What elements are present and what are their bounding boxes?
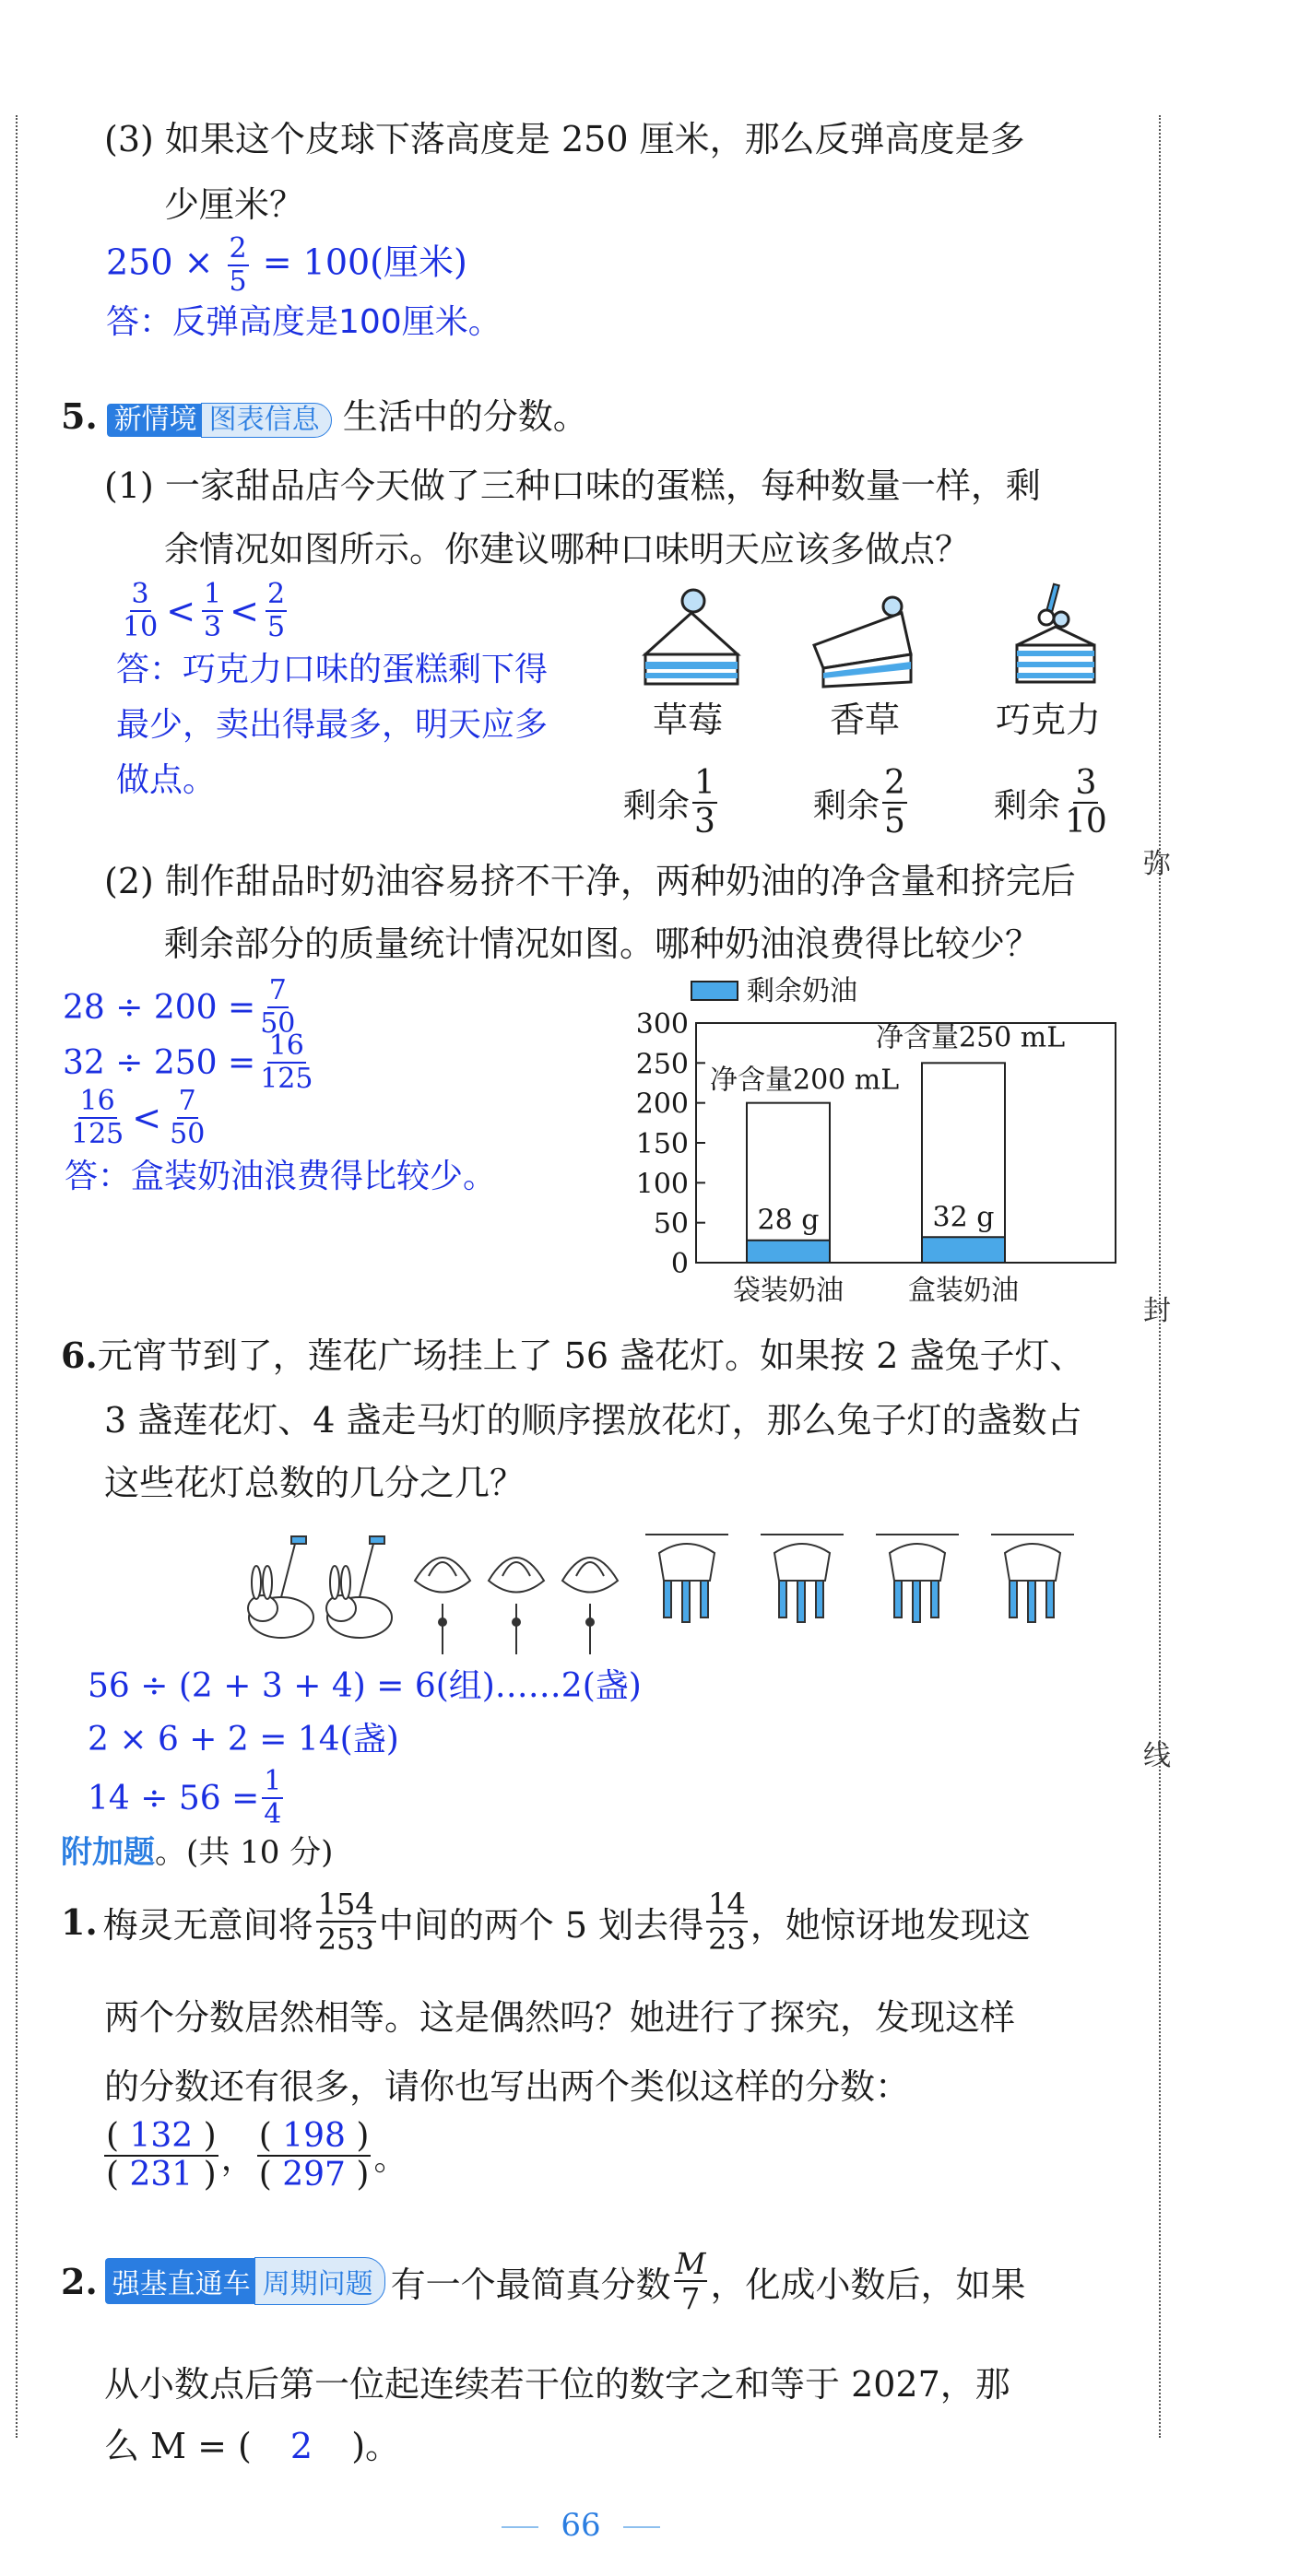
- q6-line3: 这些花灯总数的几分之几？: [104, 1463, 526, 1503]
- frac-num: 16: [79, 1085, 115, 1117]
- q5-p2-compare: [66, 1085, 209, 1150]
- answer-value: 132: [129, 2117, 194, 2155]
- frac-den: 125: [260, 1063, 313, 1095]
- page-number-text: 66: [561, 2507, 601, 2544]
- horse-lantern-icon: [991, 1535, 1074, 1622]
- e1-line3: 的分数还有很多，请你也写出两个类似这样的分数：: [104, 2066, 911, 2107]
- cake-remain-chocolate: [994, 764, 1112, 841]
- e2-text-post: )。: [351, 2426, 401, 2466]
- answer-value: 231: [129, 2156, 194, 2194]
- comma: ，: [220, 2139, 254, 2178]
- frac-num: 3: [1075, 764, 1097, 802]
- y-tick-label: 300: [635, 1008, 689, 1041]
- frac-den: 50: [260, 1007, 296, 1040]
- lotus-lantern-icon: [489, 1558, 544, 1654]
- side-char-2: 封: [1143, 1295, 1171, 1327]
- answer-line: 答：巧克力口味的蛋糕剩下得: [116, 651, 549, 688]
- side-char-1: 弥: [1143, 848, 1171, 880]
- y-tick-label: 150: [635, 1128, 689, 1160]
- cmp2-frac-1: [69, 1085, 125, 1150]
- q5-title: 生活中的分数。: [342, 396, 588, 437]
- cake-name-strawberry: 草莓: [653, 700, 724, 740]
- x-category-label: 袋装奶油: [733, 1275, 844, 1307]
- e2-text-post: ，化成小数后，如果: [710, 2264, 1026, 2305]
- lanterns-illustration: [240, 1525, 1125, 1664]
- frac-num: 16: [268, 1029, 304, 1062]
- x-category-label: 盒装奶油: [908, 1275, 1019, 1307]
- q5-p1-line1: (1) 一家甜品店今天做了三种口味的蛋糕，每种数量一样，剩: [104, 465, 1041, 506]
- horse-lantern-icon: [761, 1535, 844, 1622]
- lotus-lantern-icon: [415, 1558, 470, 1654]
- q6-work-2: 2 × 6 + 2 = 14(盏): [88, 1721, 399, 1759]
- bar-remain: [747, 1241, 830, 1263]
- total-data-label: 净含量250 mL: [876, 1021, 1066, 1054]
- e1-answer-fraction-1: [104, 2117, 218, 2194]
- q6-line2: 3 盏莲花灯、4 盏走马灯的顺序摆放花灯，那么兔子灯的盏数占: [104, 1400, 1082, 1441]
- frac-den: 7: [680, 2281, 701, 2316]
- q5-p1-line2: 余情况如图所示。你建议哪种口味明天应该多做点？: [164, 529, 971, 570]
- q5-number: 5.: [61, 395, 98, 437]
- frac-num: 2: [266, 578, 286, 610]
- y-tick-label: 50: [653, 1207, 689, 1241]
- cmp-frac-2: [202, 578, 223, 643]
- horse-lantern-icon: [876, 1535, 959, 1622]
- q4-3-answer: 答：反弹高度是100厘米。: [106, 303, 502, 341]
- q5-p2-line1: (2) 制作甜品时奶油容易挤不干净，两种奶油的净含量和挤完后: [104, 861, 1076, 901]
- q6-text: 元宵节到了，莲花广场挂上了 56 盏花灯。如果按 2 盏兔子灯、: [97, 1335, 1085, 1376]
- e2-tag-basic: 强基直通车: [105, 2258, 258, 2304]
- y-tick-label: 100: [635, 1168, 689, 1201]
- q6-work-3: [88, 1765, 286, 1830]
- rabbit-lantern-icon: [326, 1536, 392, 1638]
- e2-line1: [61, 2246, 1026, 2316]
- e1-line2: 两个分数居然相等。这是偶然吗？她进行了探究，发现这样: [104, 1997, 1016, 2038]
- bar-remain: [922, 1237, 1005, 1263]
- q5-p1-compare: [118, 578, 289, 643]
- cake-chocolate-image: [1010, 581, 1102, 691]
- bar-total: [747, 1103, 830, 1263]
- legend-swatch: [691, 982, 738, 1000]
- remain-label: 剩余: [813, 786, 880, 825]
- cake-strawberry-image: [636, 581, 747, 691]
- frac-num: 1: [264, 1765, 282, 1797]
- cake-vanilla-image: [809, 581, 920, 691]
- frac-num: 3: [131, 578, 149, 610]
- frac-num: 1: [694, 764, 715, 802]
- remain-data-label: 28 g: [757, 1204, 820, 1237]
- e2-text-pre: 有一个最简真分数: [390, 2264, 671, 2305]
- horse-lantern-icon: [645, 1535, 728, 1622]
- e1-line1: [61, 1887, 1031, 1957]
- q4-3-work-a: 250 ×: [106, 241, 214, 283]
- q4-3-work: [106, 232, 467, 298]
- answer-line: 最少，卖出得最多，明天应多: [116, 706, 549, 744]
- frac-num: ( 132 ): [106, 2117, 217, 2155]
- q5-p2-answer: 答：盒装奶油浪费得比较少。: [65, 1158, 497, 1195]
- less-than: <: [230, 591, 259, 631]
- frac-den: 10: [123, 611, 159, 643]
- extra-title: 附加题: [61, 1834, 155, 1871]
- e2-number: 2.: [61, 2260, 98, 2302]
- frac-den: 3: [204, 611, 222, 643]
- right-binding-line: [1159, 115, 1161, 2438]
- extra-score: 。(共 10 分): [155, 1834, 334, 1871]
- y-tick-label: 250: [635, 1048, 689, 1081]
- q5-p1-answer: [116, 642, 548, 808]
- less-than: <: [132, 1098, 162, 1138]
- frac-num: M: [675, 2246, 706, 2281]
- page-dash-right: [623, 2526, 660, 2528]
- remain-data-label: 32 g: [932, 1201, 995, 1234]
- period: 。: [373, 2139, 407, 2178]
- frac-den: 50: [170, 1118, 206, 1150]
- frac-den: 5: [884, 803, 905, 841]
- cream-bar-chart: [618, 972, 1134, 1318]
- e2-text-pre: 么 M = (: [104, 2426, 252, 2466]
- e2-tag-cycle: 周期问题: [254, 2257, 385, 2305]
- cake-remain-vanilla: [813, 764, 910, 841]
- work-fraction: [258, 1029, 314, 1095]
- rabbit-lantern-icon: [248, 1536, 313, 1638]
- answer-value: 198: [282, 2117, 346, 2155]
- frac-den: 10: [1065, 803, 1107, 841]
- cmp-frac-3: [266, 578, 287, 643]
- q5-tag-chart: 图表信息: [201, 403, 332, 438]
- e2-fraction: [674, 2246, 708, 2316]
- frac-den: 3: [694, 803, 715, 841]
- frac-den: 5: [229, 265, 247, 298]
- legend-label: 剩余奶油: [747, 975, 857, 1007]
- frac-den: 5: [266, 611, 286, 643]
- q4-3-work-b: = 100(厘米): [262, 241, 467, 283]
- q6-number: 6.: [61, 1335, 98, 1376]
- work-lhs: 32 ÷ 250 =: [63, 1043, 256, 1082]
- work-fraction: [262, 1765, 283, 1830]
- extra-header: [61, 1834, 334, 1871]
- q4-3-line1: (3) 如果这个皮球下落高度是 250 厘米，那么反弹高度是多: [104, 119, 1025, 159]
- cake-name-vanilla: 香草: [830, 700, 901, 740]
- remain-fraction: [692, 764, 717, 841]
- e1-text-mid: 中间的两个 5 划去得: [378, 1904, 704, 1946]
- work-lhs: 28 ÷ 200 =: [63, 988, 256, 1027]
- e1-fraction-2: [706, 1887, 748, 1957]
- q4-3-line2: 少厘米？: [164, 184, 305, 225]
- frac-den: 23: [708, 1922, 746, 1957]
- remain-label: 剩余: [623, 786, 691, 825]
- remain-label: 剩余: [994, 786, 1061, 825]
- page-dash-left: [502, 2526, 538, 2528]
- cmp-frac-1: [121, 578, 159, 643]
- y-tick-label: 200: [635, 1088, 689, 1121]
- cmp2-frac-2: [168, 1085, 207, 1150]
- lotus-lantern-icon: [562, 1558, 618, 1654]
- e2-line3: [104, 2426, 401, 2466]
- q6-line1: [61, 1335, 1085, 1376]
- e1-text-post: ，她惊讶地发现这: [750, 1904, 1031, 1946]
- frac-num: 7: [178, 1085, 196, 1117]
- frac-num: 7: [268, 974, 287, 1006]
- frac-num: 2: [884, 764, 905, 802]
- side-char-3: 线: [1143, 1740, 1171, 1772]
- frac-den: ( 297 ): [258, 2156, 370, 2194]
- page-number: [0, 2507, 1162, 2544]
- frac-den: 4: [264, 1798, 282, 1830]
- e1-text-pre: 梅灵无意间将: [102, 1904, 313, 1946]
- e1-answers: [101, 2117, 407, 2194]
- frac-den: 253: [317, 1922, 374, 1957]
- remain-fraction: [882, 764, 907, 841]
- frac-num: 1: [204, 578, 222, 610]
- q5-tag-new: 新情境: [107, 404, 205, 437]
- remain-fraction: [1063, 764, 1109, 841]
- frac-den: ( 231 ): [106, 2156, 217, 2194]
- frac-num: ( 198 ): [258, 2117, 370, 2155]
- answer-line: 做点。: [116, 761, 217, 799]
- frac-den: 125: [71, 1118, 124, 1150]
- total-data-label: 净含量200 mL: [710, 1064, 900, 1097]
- frac-num: 14: [708, 1887, 746, 1922]
- frac-num: 2: [229, 232, 247, 265]
- e2-answer: 2: [289, 2426, 313, 2466]
- left-binding-line: [16, 115, 18, 2438]
- q4-3-work-fraction: [228, 232, 249, 298]
- e1-fraction-1: [316, 1887, 376, 1957]
- q5-p2-line2: 剩余部分的质量统计情况如图。哪种奶油浪费得比较少？: [164, 923, 1041, 964]
- y-tick-label: 0: [670, 1248, 689, 1280]
- cake-name-chocolate: 巧克力: [996, 700, 1102, 740]
- cake-remain-strawberry: [623, 764, 720, 841]
- answer-value: 297: [282, 2156, 346, 2194]
- e2-line2: 从小数点后第一位起连续若干位的数字之和等于 2027，那: [104, 2364, 1010, 2405]
- q6-work-1: 56 ÷ (2 + 3 + 4) = 6(组)……2(盏): [88, 1667, 642, 1705]
- q5-header: [61, 395, 588, 438]
- work-lhs: 14 ÷ 56 =: [88, 1779, 260, 1817]
- q5-p2-work-1: [63, 974, 300, 1040]
- e1-number: 1.: [61, 1900, 98, 1943]
- e1-answer-fraction-2: [257, 2117, 372, 2194]
- frac-num: 154: [317, 1887, 374, 1922]
- less-than: <: [166, 591, 196, 631]
